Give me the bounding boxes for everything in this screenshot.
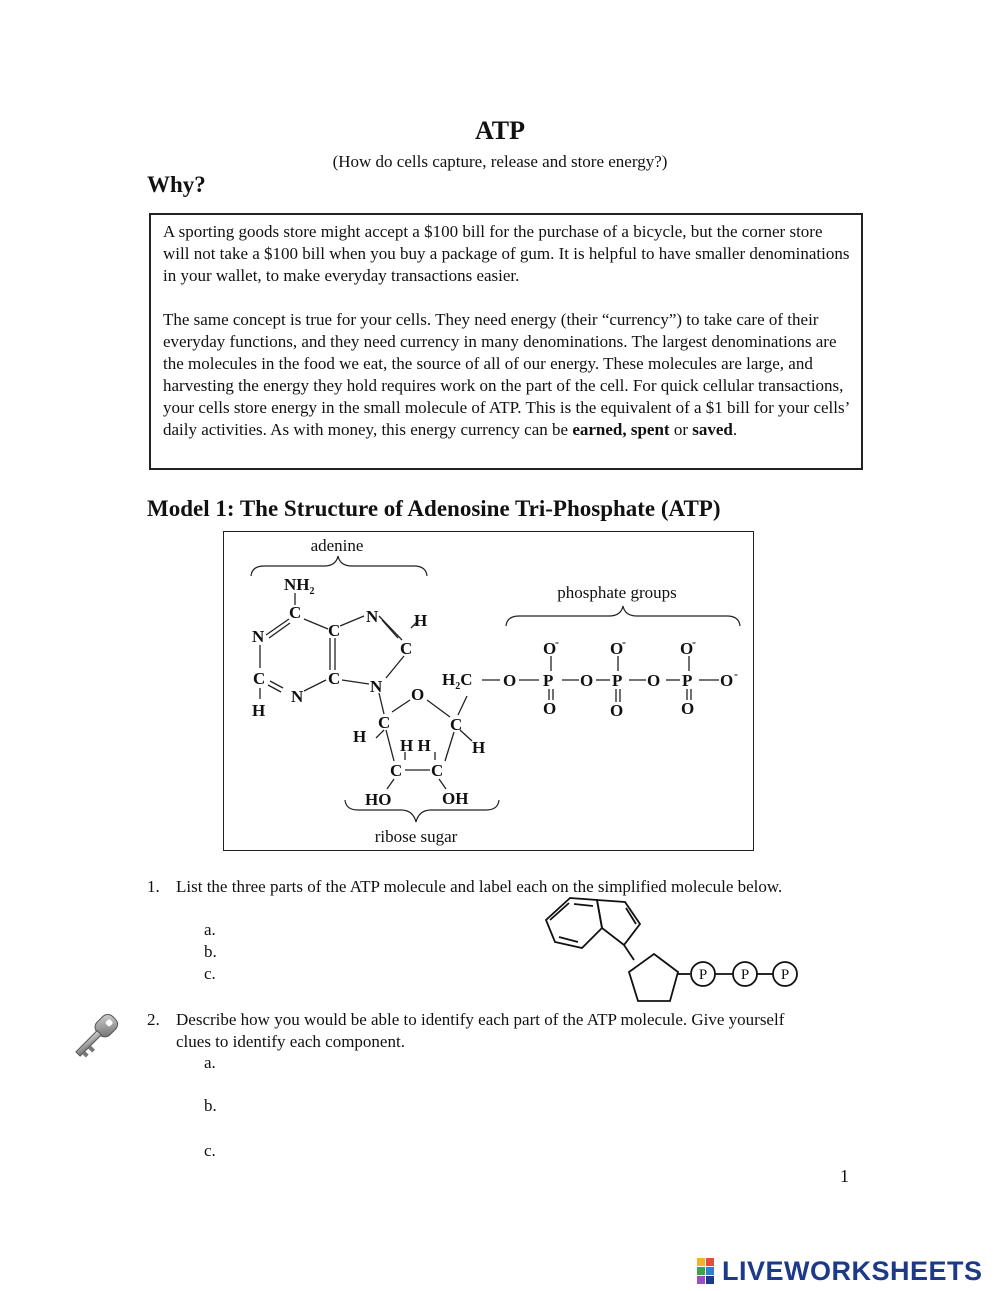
atom-h2c (442, 670, 473, 692)
atom-c2: C (253, 669, 266, 688)
page-number: 1 (840, 1166, 849, 1186)
atom-o-ring: O (411, 685, 425, 704)
atom-h1-prime: H (353, 727, 367, 746)
atom-subscript-2: 2 (309, 586, 315, 597)
why-paragraph-2-text: The same concept is true for your cells. They need energy (their “currency”) to take care of their everyday functions, and they need currency in many denominations. The largest denominations are the molecules in the food we eat, the source of all of our energy. These molecules are large, and harvesting the energy they hold requires work on the part of the cell. For quick cellular transactions, your cells store energy in the small molecule of ATP. This is the equivalent of a $1 bill for your cells’ daily activities. As with money, this energy currency can be (163, 310, 849, 439)
atom-h8: H (414, 611, 428, 630)
key-icon (66, 1008, 124, 1066)
atom-c8: C (400, 639, 413, 658)
atom-o-alpha-top: O (543, 639, 557, 658)
why-bold-earned-spent: earned, spent (572, 420, 670, 439)
page-title: ATP (474, 116, 526, 145)
simplified-atp-molecule[interactable] (540, 890, 810, 1010)
atom-o-terminal: O (720, 671, 734, 690)
question-2-sub-a: a. (204, 1053, 216, 1072)
model-title: Model 1: The Structure of Adenosine Tri-Phosphate (ATP) (147, 496, 721, 521)
question-1-sub-a: a. (204, 920, 216, 939)
atom-h2c-sub: 2 (455, 681, 461, 692)
atom-p-gamma: P (682, 671, 693, 690)
atom-o-bridge-1: O (580, 671, 594, 690)
atom-h2: H (252, 701, 266, 720)
atom-hh: H H (400, 736, 431, 755)
label-adenine: adenine (310, 536, 364, 555)
atom-c6: C (289, 603, 302, 622)
atp-structure-figure (223, 531, 754, 851)
charge-o-alpha: - (555, 635, 559, 649)
atom-p-alpha: P (543, 671, 554, 690)
atom-o-ester: O (503, 671, 517, 690)
atom-o-alpha-bottom: O (543, 699, 557, 718)
question-2-sub-c: c. (204, 1141, 216, 1160)
atom-o-gamma-bottom: O (681, 699, 695, 718)
why-paragraph-1: A sporting goods store might accept a $100 bill for the purchase of a bicycle, but the corner store will not take a $100 bill when you buy a package of gum. It is helpful to have smaller denominations in your wallet, to make everyday transactions easier. (163, 222, 850, 285)
question-2-sub-b: b. (204, 1096, 217, 1115)
question-1-text: List the three parts of the ATP molecule and label each on the simplified molecule below. (176, 877, 783, 896)
why-heading: Why? (147, 172, 206, 197)
question-1-sub-c: c. (204, 964, 216, 983)
atom-labels (252, 575, 738, 809)
atom-o-beta-top: O (610, 639, 624, 658)
simplified-p-label-1: P (698, 967, 708, 983)
why-bold-saved: saved (692, 420, 733, 439)
phosphate-brace (506, 606, 740, 626)
atom-o-gamma-top: O (680, 639, 694, 658)
why-period: . (732, 420, 738, 439)
charge-o-gamma: - (692, 635, 696, 649)
charge-o-terminal: - (734, 667, 738, 681)
atom-c4-prime: C (450, 715, 463, 734)
atom-p-beta: P (612, 671, 623, 690)
atom-n1: N (252, 627, 265, 646)
atom-o-bridge-2: O (647, 671, 661, 690)
question-2-number: 2. (147, 1010, 160, 1029)
why-paragraph-2 (163, 309, 853, 441)
atp-structure-diagram (224, 532, 753, 850)
atom-oh: OH (442, 789, 469, 808)
simplified-five-ring (597, 900, 640, 945)
simplified-ribose-pentagon (629, 954, 678, 1001)
label-ribose-sugar: ribose sugar (374, 827, 458, 846)
adenine-brace (251, 556, 427, 576)
atom-c3-prime: C (431, 761, 444, 780)
atom-o-beta-bottom: O (610, 701, 624, 720)
atom-n3: N (291, 687, 304, 706)
liveworksheets-logo-icon (697, 1258, 723, 1284)
question-2-text: Describe how you would be able to identify each part of the ATP molecule. Give yourself clues to identify each component. (176, 1010, 785, 1051)
why-connector: or (669, 420, 693, 439)
charge-o-beta: - (622, 635, 626, 649)
atom-c1-prime: C (378, 713, 391, 732)
liveworksheets-brand[interactable]: LIVEWORKSHEETS (722, 1256, 983, 1286)
simplified-p-label-3: P (780, 967, 790, 983)
label-phosphate-groups: phosphate groups (557, 583, 677, 602)
atom-n9: N (370, 677, 383, 696)
atom-h2c-c: C (460, 670, 473, 689)
atom-h2c-h: H (442, 670, 456, 689)
atom-nh2 (284, 575, 315, 597)
atom-c5: C (328, 621, 341, 640)
atom-ho: HO (365, 790, 392, 809)
atom-c4: C (328, 669, 341, 688)
simplified-p-label-2: P (740, 967, 750, 983)
question-1-sub-b: b. (204, 942, 217, 961)
question-1-number: 1. (147, 877, 160, 896)
atom-nh: NH (284, 575, 310, 594)
why-box (149, 213, 863, 470)
atom-h4-prime: H (472, 738, 486, 757)
atom-c2-prime: C (390, 761, 403, 780)
page-subtitle: (How do cells capture, release and store energy?) (332, 152, 668, 171)
atom-n7: N (366, 607, 379, 626)
